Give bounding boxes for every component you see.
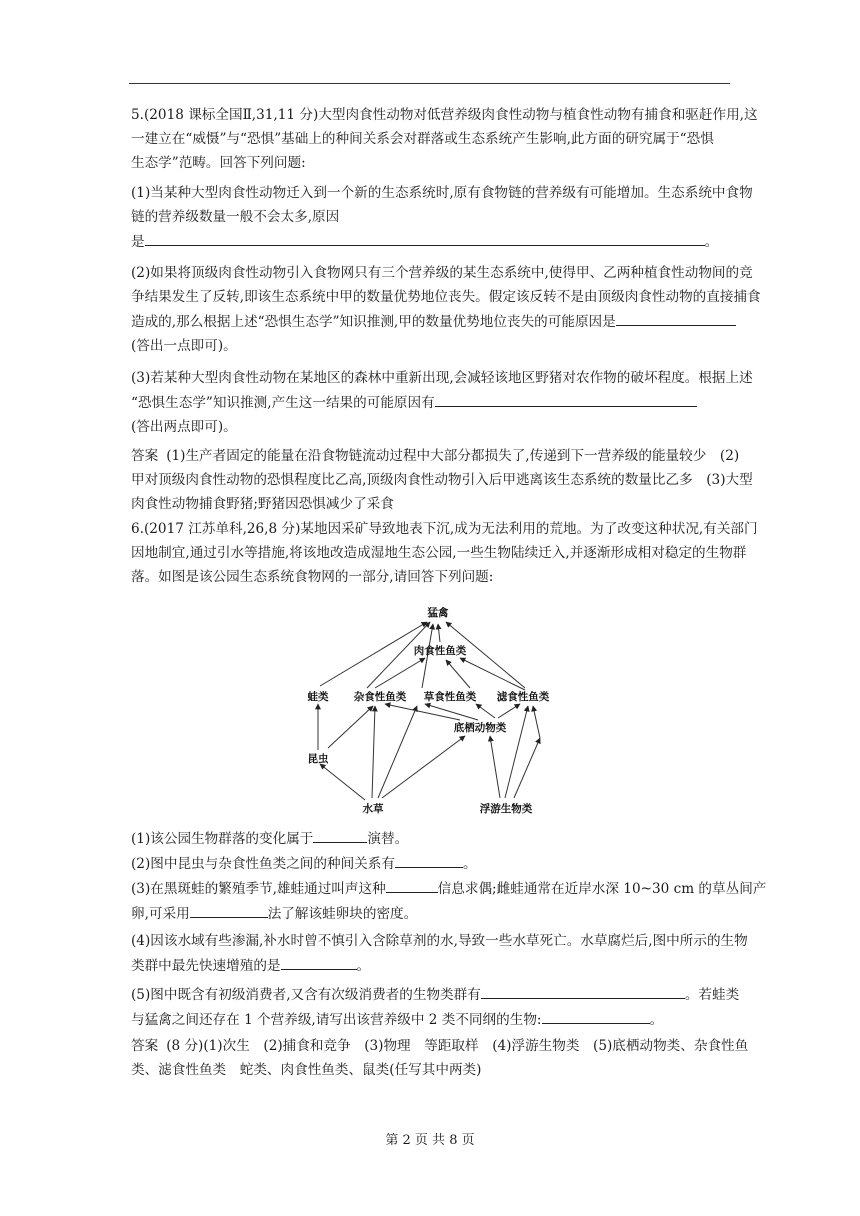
- answer-blank: [145, 229, 705, 246]
- q6-stem: 6.(2017 江苏单科,26,8 分)某地因采矿导致地表下沉,成为无法利用的荒地。为了改变这种状况,有关部门 因地制宜,通过引水等措施,将该地改造成湿地生态公园,一些生物陆续迁入,并逐渐形成相对稳定的生物群 落。如图是该公园生态系统食物网的一部分,请回答下列问题:: [131, 521, 758, 585]
- answer-label: 答案: [131, 1038, 159, 1054]
- q5-part1: (1)当某种大型肉食性动物迁入到一个新的生态系统时,原有食物链的营养级有可能增加。生态系统中食物 链的营养级数量一般不会太多,原因 是 。: [131, 185, 753, 250]
- answer-blank: [542, 1007, 650, 1024]
- answer-blank: [435, 390, 697, 407]
- answer-blank: [395, 851, 463, 868]
- q5-part3: (3)若某种大型肉食性动物在某地区的森林中重新出现,会减轻该地区野猪对农作物的破坏程度。根据上述 “恐惧生态学”知识推测,产生这一结果的可能原因有 (答出两点即可)。: [131, 370, 753, 435]
- node-carnivorous-fish: 肉食性鱼类: [413, 645, 467, 657]
- node-frog: 蛙类: [307, 691, 329, 703]
- answer-blank: [386, 876, 438, 893]
- answer-blank: [190, 901, 268, 918]
- node-omnivorous-fish: 杂食性鱼类: [353, 691, 407, 703]
- q5-part2: (2)如果将顶级肉食性动物引入食物网只有三个营养级的某生态系统中,使得甲、乙两种植食性动物间的竞 争结果发生了反转,即该生态系统中甲的数量优势地位丧失。假定该反转不是由顶级肉食性动物的直接捕食 造成的,那么根据上述“恐惧生态学”知识推测,甲的数量优势地位丧失的可能原因是 (答出一点即可)。: [131, 265, 761, 354]
- node-raptor: 猛禽: [427, 607, 449, 619]
- q6-answer: 答案 (8 分)(1)次生 (2)捕食和竞争 (3)物理 等距取样 (4)浮游生物类 (5)底栖动物类、杂食性鱼 类、滤食性鱼类 蛇类、肉食性鱼类、鼠类(任写其中两类): [131, 1038, 749, 1078]
- node-filter-feeding-fish: 滤食性鱼类: [496, 691, 550, 703]
- answer-blank: [281, 953, 357, 970]
- q6-sub1: (1)该公园生物群落的变化属于 演替。: [131, 826, 731, 851]
- answer-blank: [616, 309, 736, 326]
- q5-answer: 答案 (1)生产者固定的能量在沿食物链流动过程中大部分都损失了,传递到下一营养级的能量较少 (2) 甲对顶级肉食性动物的恐惧程度比乙高,顶级肉食性动物引入后甲逃离该生态系统的数量比乙多 (3)大型 肉食性动物捕食野猪;野猪因恐惧减少了采食: [131, 448, 753, 512]
- food-web-diagram: [300, 600, 560, 820]
- q6-sub4: (4)因该水域有些渗漏,补水时曾不慎引入含除草剂的水,导致一些水草死亡。水草腐烂后,图中所示的生物 类群中最先快速增殖的是 。: [131, 933, 748, 974]
- node-benthic-animals: 底栖动物类: [453, 722, 507, 734]
- q6-sub5: (5)图中既含有初级消费者,又含有次级消费者的生物类群有 。若蛙类 与猛禽之间还存在 1 个营养级,请写出该营养级中 2 类不同纲的生物: 。: [131, 982, 731, 1032]
- answer-blank: [313, 826, 367, 843]
- node-herbivorous-fish: 草食性鱼类: [423, 691, 477, 703]
- answer-label: 答案: [131, 448, 159, 464]
- node-plankton: 浮游生物类: [479, 803, 533, 815]
- node-aquatic-plants: 水草: [362, 803, 384, 815]
- header-rule: [129, 83, 730, 84]
- q6-sub3: (3)在黑斑蛙的繁殖季节,雄蛙通过叫声这种 信息求偶;雌蛙通常在近岸水深 10~30 cm 的草丛间产 卵,可采用 法了解该蛙卵块的密度。: [131, 876, 731, 926]
- q6-sub2: (2)图中昆虫与杂食性鱼类之间的种间关系有 。: [131, 851, 731, 876]
- q5-stem: 5.(2018 课标全国Ⅱ,31,11 分)大型肉食性动物对低营养级肉食性动物与植食性动物有捕食和驱赶作用,这 一建立在“威慑”与“恐惧”基础上的种间关系会对群落或生态系统产生影响,此方面的研究属于“恐惧 生态学”范畴。回答下列问题:: [131, 107, 758, 171]
- node-insects: 昆虫: [307, 753, 329, 765]
- page-footer: 第 2 页 共 8 页: [385, 1133, 475, 1148]
- answer-blank: [481, 982, 685, 999]
